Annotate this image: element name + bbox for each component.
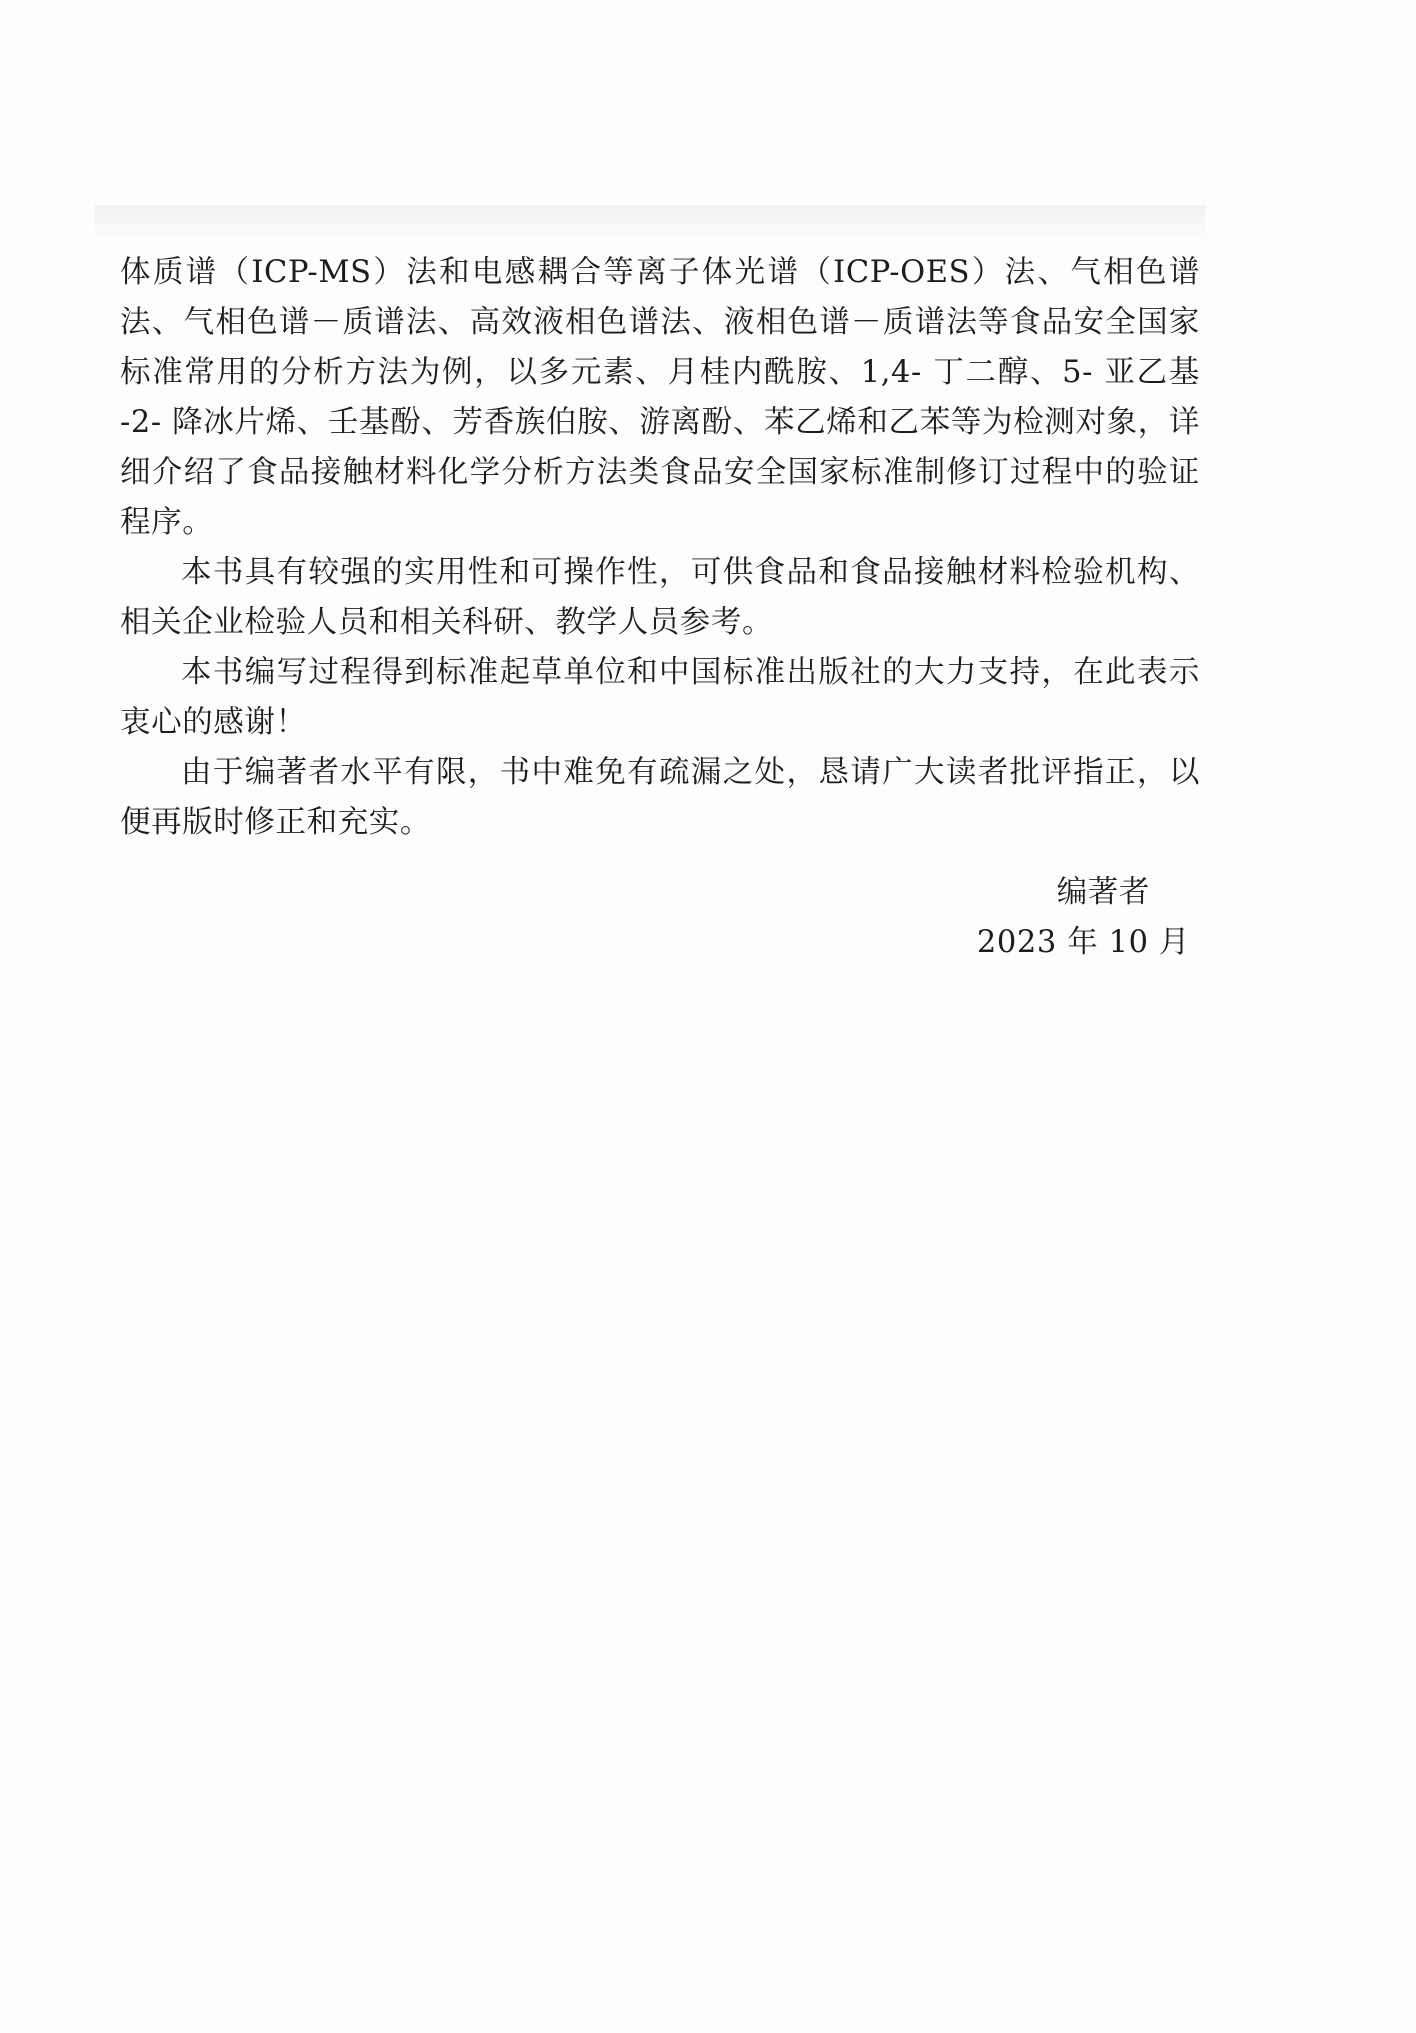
signature-date: 2023 年 10 月 xyxy=(976,925,1190,960)
paragraph-continued: 体质谱（ICP-MS）法和电感耦合等离子体光谱（ICP-OES）法、气相色谱法、气相色谱－质谱法、高效液相色谱法、液相色谱－质谱法等食品安全国家标准常用的分析方法为例，以多元素、月桂内酰胺、1,4- 丁二醇、5- 亚乙基 -2- 降冰片烯、壬基酚、芳香族伯胺、游离酚、苯乙烯和乙苯等为检测对象，详细介绍了食品接触材料化学分析方法类食品安全国家标准制修订过程中的验证程序。 xyxy=(120,255,1200,540)
signature-block xyxy=(977,868,1190,968)
body-text xyxy=(120,248,1200,848)
signature-author: 编著者 xyxy=(1056,875,1150,910)
scan-shadow-band xyxy=(95,205,1205,241)
paragraph-usability: 本书具有较强的实用性和可操作性，可供食品和食品接触材料检验机构、相关企业检验人员和相关科研、教学人员参考。 xyxy=(120,555,1200,640)
paragraph-feedback-request: 由于编著者水平有限，书中难免有疏漏之处，恳请广大读者批评指正，以便再版时修正和充实。 xyxy=(120,755,1200,840)
paragraph-acknowledgement: 本书编写过程得到标准起草单位和中国标准出版社的大力支持，在此表示衷心的感谢！ xyxy=(120,655,1200,740)
